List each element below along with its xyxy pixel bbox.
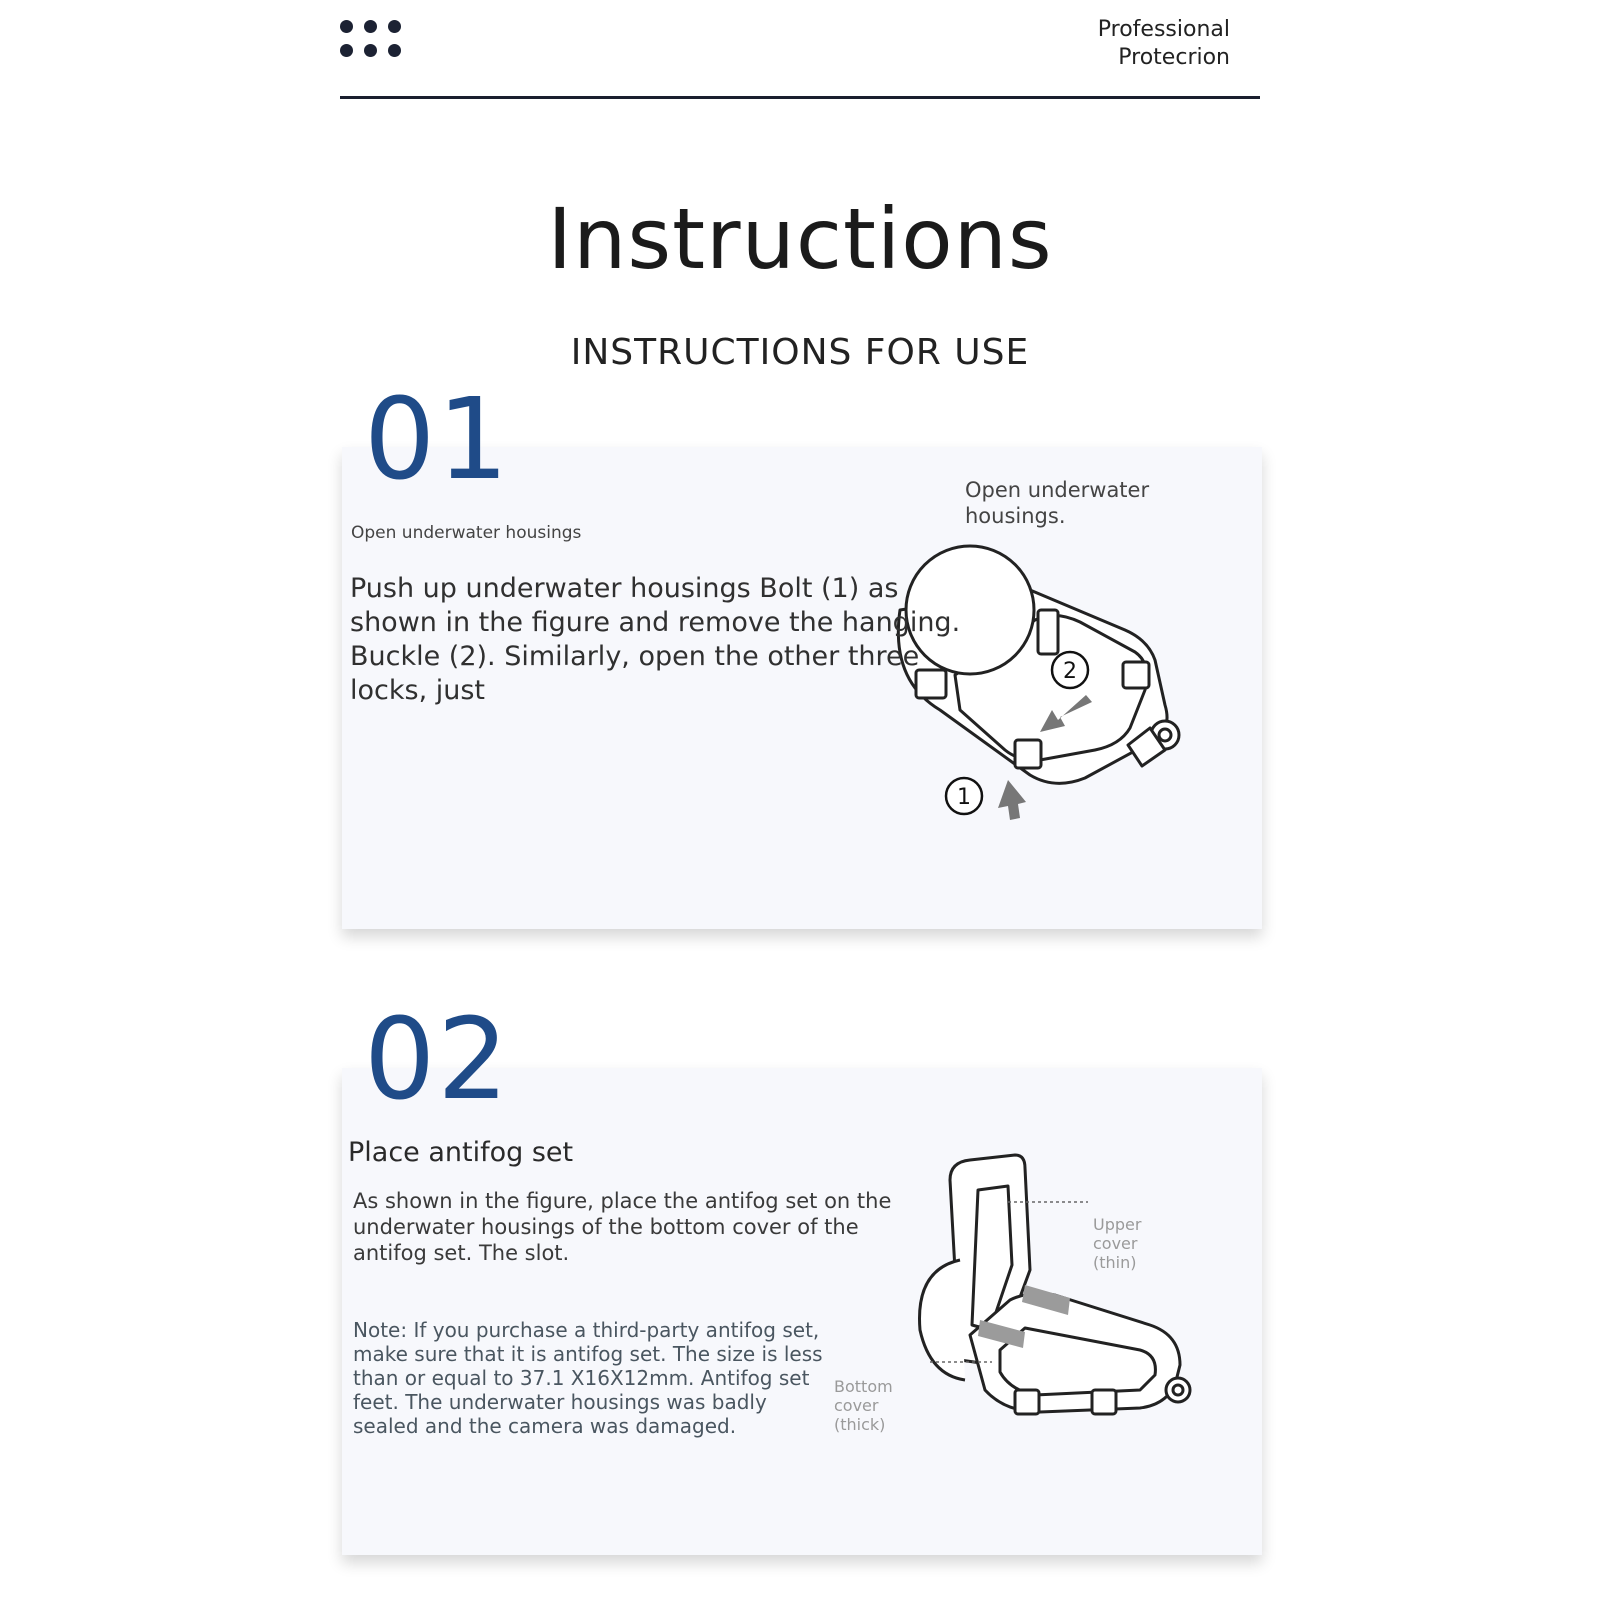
- step-1-caption: Open underwater housings: [351, 523, 582, 543]
- bottom-cover-label-line-2: cover: [834, 1396, 879, 1415]
- brand-line-2: Protecrion: [1118, 45, 1230, 70]
- step-1-figure-label: Open underwater housings.: [965, 478, 1150, 528]
- upper-cover-label-line-3: (thin): [1093, 1253, 1137, 1272]
- marker-2: 2: [1063, 659, 1077, 684]
- step-1-body: Push up underwater housings Bolt (1) as shown in the figure and remove the hanging. Buckle (2). Similarly, open the other three locks, just: [350, 573, 961, 706]
- bottom-cover-label: [834, 1377, 893, 1434]
- step-1-number: 01: [364, 375, 511, 505]
- page-title: Instructions: [547, 190, 1053, 288]
- step-2-heading: Place antifog set: [348, 1137, 574, 1168]
- bottom-cover-label-line-1: Bottom: [834, 1377, 893, 1396]
- step-2-number: 02: [364, 995, 511, 1125]
- header-divider: [340, 96, 1260, 99]
- grid-dots-icon[interactable]: [340, 18, 410, 62]
- bottom-cover-label-line-3: (thick): [834, 1415, 886, 1434]
- step-2-body: As shown in the figure, place the antifog set on the underwater housings of the bottom cover of the antifog set. The slot.: [353, 1189, 892, 1265]
- brand-tagline: [1098, 16, 1230, 72]
- marker-1: 1: [957, 785, 971, 810]
- upper-cover-label-line-2: cover: [1093, 1234, 1138, 1253]
- upper-cover-label-line-1: Upper: [1093, 1215, 1142, 1234]
- section-subtitle: INSTRUCTIONS FOR USE: [570, 332, 1030, 373]
- brand-line-1: Professional: [1097, 17, 1230, 42]
- step-2-note: Note: If you purchase a third-party antifog set, make sure that it is antifog set. The size is less than or equal to 37.1 X16X12mm. Antifog set feet. The underwater housings was badly sealed and the camera was damaged.: [353, 1318, 823, 1438]
- upper-cover-label: [1093, 1215, 1141, 1272]
